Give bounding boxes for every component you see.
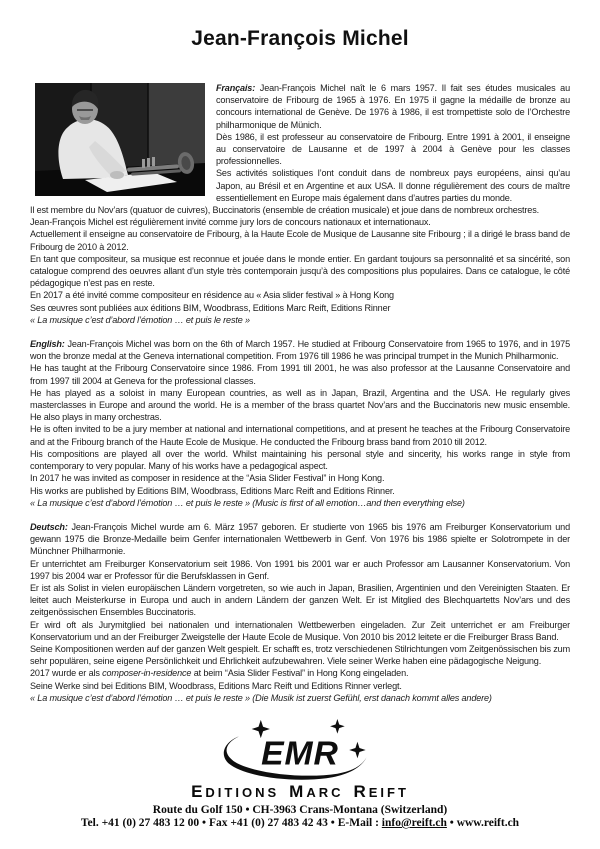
publisher-word: REIFT bbox=[353, 782, 409, 801]
bio-text: Seine Kompositionen werden auf der ganzen Welt gespielt. Er schafft es, trotz verschiedenen Stilrichtungen vom Zeitgenössischen bis zum sehr populären, seine eigene Persönlichkeit und Ehrlichkeit aufzubewahren. Viele seiner Werke haben eine pädagogische Neigung. bbox=[30, 643, 570, 667]
bio-text: En 2017 a été invité comme compositeur en résidence au « Asia slider festival » à Hong Kong bbox=[30, 290, 394, 301]
bio-text: En tant que compositeur, sa musique est reconnue et jouée dans le monde entier. En gardant toujours sa personnalité et sa sincérité, son catalogue comprend des oeuvres allant d’un style très contemporain jusqu’à des compositions plus populaires. Dans ce catalogue, le côté pédagogique n’est pas en reste. bbox=[30, 253, 570, 289]
bio-paragraph bbox=[30, 619, 570, 643]
bio-paragraph bbox=[30, 216, 570, 228]
bio-paragraph bbox=[30, 204, 570, 216]
emr-logo-icon bbox=[0, 719, 600, 781]
publisher-contact bbox=[0, 817, 600, 829]
bio-paragraph bbox=[30, 497, 570, 509]
bio-text: His compositions are played all over the world. Whilst maintaining his personal style and sincerity, his works range in style from contemporary to very popular. Many of his works have a pedagogical aspect. bbox=[30, 448, 570, 472]
bio-text: His works are published by Editions BIM, Woodbrass, Editions Marc Reift and Editions Rinner. bbox=[30, 485, 395, 496]
bio-paragraph bbox=[30, 423, 570, 447]
bio-text: Jean-François Michel was born on the 6th of March 1957. He studied at Fribourg Conservatoire from 1965 to 1976, and in 1975 won the bronze medal at the Geneva international competition. From 1976 till 1986 he was principal trumpet in the Munich Philharmonic. bbox=[30, 339, 570, 362]
bio-paragraph bbox=[30, 448, 570, 472]
bio-text: at beim “Asia Slider Festival” in Hong Kong eingeladen. bbox=[191, 668, 409, 679]
bio-section-german bbox=[30, 521, 570, 704]
bio-text: Dès 1986, il est professeur au conservatoire de Fribourg. Entre 1991 à 2001, il enseigne au conservatoire de Lausanne et de 1997 à 2004 à Genève pour les classes professionnelles. bbox=[216, 131, 570, 167]
bio-text: Ses activités solistiques l’ont conduit dans de nombreux pays européens, ainsi qu’au Japon, au Brésil et en Argentine et aux USA. Il donne régulièrement des cours de maître essentiellement en Europe mais également dans d’autres parties du monde. bbox=[216, 168, 570, 203]
bio-paragraph bbox=[30, 253, 570, 290]
bio-paragraph bbox=[30, 692, 570, 704]
language-label: English: bbox=[30, 339, 65, 350]
bio-paragraph bbox=[30, 362, 570, 386]
language-label: Français: bbox=[216, 83, 256, 93]
bio-text: He has taught at the Fribourg Conservatoire since 1986. From 1991 till 2001, he was also professor at the Lausanne Conservatoire and from 1997 till 2004 at Geneva for the professional classes. bbox=[30, 363, 570, 386]
contact-separator: • bbox=[446, 817, 457, 829]
bio-paragraph bbox=[30, 338, 570, 362]
bio-paragraph bbox=[30, 472, 570, 484]
bio-text: Jean-François Michel wurde am 6. März 1957 geboren. Er studierte von 1965 bis 1976 am Freiburger Konservatorium und gewann 1975 die Bronze-Medaille beim Genfer internationalen Wettbewerb in Genf. Von 1976 bis 1986 spielte er Solotrompete in der Münchner Philharmonie. bbox=[30, 521, 570, 557]
publisher-address: Route du Golf 150 • CH-3963 Crans-Montana (Switzerland) bbox=[152, 804, 448, 816]
bio-text: Jean-François Michel est régulièrement invité comme jury lors de concours nationaux et internationaux. bbox=[30, 217, 431, 228]
bio-paragraph bbox=[30, 558, 570, 582]
bio-text: composer-in-residence bbox=[102, 668, 192, 679]
language-label: Deutsch: bbox=[30, 521, 68, 532]
publisher-word: MARC bbox=[289, 782, 344, 801]
publisher-word: EDITIONS bbox=[191, 782, 280, 801]
bio-text: Actuellement il enseigne au conservatoire de Fribourg, à la Haute Ecole de Musique de Lausanne site Fribourg ; il a dirigé le brass band de Fribourg de 2010 à 2012. bbox=[30, 229, 570, 252]
bio-paragraph bbox=[30, 314, 570, 326]
biography bbox=[30, 82, 570, 704]
contact-phone-fax-text: Tel. +41 (0) 27 483 12 00 • Fax +41 (0) 27 483 42 43 • E-Mail : bbox=[80, 817, 382, 829]
bio-text: « La musique c’est d’abord l’émotion … et puis le reste » bbox=[30, 314, 250, 325]
bio-text: In 2017 he was invited as composer in residence at the “Asia Slider Festival” in Hong Kong. bbox=[30, 473, 385, 484]
bio-text: Er wird oft als Jurymitglied bei nationalen und internationalen Wettbewerben eingeladen. Zur Zeit unterrichet er am Freiburger Konservatorium und an der Freiburger Zweigstelle der Haute Ecole de Musique. Von 2010 bis 2012 leitete er die Freiburger Brass Band. bbox=[30, 619, 570, 642]
bio-paragraph bbox=[30, 643, 570, 667]
website-text: www.reift.ch bbox=[456, 817, 520, 829]
bio-text: « La musique c’est d’abord l’émotion … et puis le reste » (Music is first of all emotion…and then everything else) bbox=[30, 497, 465, 508]
bio-text: Er ist als Solist in vielen europäischen Ländern vorgetreten, so wie auch in Japan, Brasilien, Argentinien und den Vereinigten Staaten. Er leitet auch Meisterkurse in Europa und auch in andern Ländern der ganzen Welt. Er ist Mitglied des Blechquartetts Nov’ars und des zeitgenössischen Ensembles Buccinatoris. bbox=[30, 582, 570, 618]
bio-paragraph bbox=[30, 667, 570, 679]
bio-text: He has played as a soloist in many European countries, as well as in Japan, Brazil, Argentina and the USA. He regularly gives masterclasses in Europe and around the world. He is a member of the brass quartet Nov’ars and the Buccinatoris new music ensemble. He also plays in many orchestras. bbox=[30, 387, 570, 423]
bio-text: 2017 wurde er als bbox=[30, 668, 103, 679]
publisher-name bbox=[0, 782, 600, 802]
bio-text: Seine Werke sind bei Editions BIM, Woodbrass, Editions Marc Reift und Editions Rinner verlegt. bbox=[30, 680, 402, 691]
portrait-photo-graphic bbox=[35, 83, 205, 196]
bio-text: He is often invited to be a jury member at national and international competitions, and at present he teaches at the Fribourg Conservatoire and at the Fribourg branch of the Haute Ecole de Musique. He conducted the Fribourg brass band from 2010 till 2012. bbox=[30, 424, 570, 447]
bio-section-english bbox=[30, 338, 570, 509]
email-link[interactable]: info@reift.ch bbox=[381, 817, 447, 829]
bio-text: Er unterrichtet am Freiburger Konservatorium seit 1986. Von 1991 bis 2001 war er auch Professor am Lausanner Konservatorium. Von 1997 bis 2004 war er Professor für die Berufsklassen in Genf. bbox=[30, 558, 570, 581]
bio-paragraph bbox=[30, 387, 570, 424]
bio-paragraph bbox=[30, 302, 570, 314]
bio-paragraph bbox=[30, 485, 570, 497]
bio-paragraph bbox=[30, 289, 570, 301]
emr-logo-text: EMR bbox=[261, 734, 339, 773]
bio-paragraph bbox=[30, 680, 570, 692]
bio-text: Il est membre du Nov’ars (quatuor de cuivres), Buccinatoris (ensemble de création musicale) et joue dans de nombreux orchestres. bbox=[30, 205, 539, 216]
bio-paragraph bbox=[30, 521, 570, 558]
bio-text: « La musique c’est d’abord l’émotion … et puis le reste » (Die Musik ist zuerst Gefühl, erst danach kommt alles andere) bbox=[30, 692, 492, 703]
page-title: Jean-François Michel bbox=[191, 27, 409, 50]
publisher-footer bbox=[0, 719, 600, 829]
bio-text: Ses œuvres sont publiées aux éditions BIM, Woodbrass, Editions Marc Reift, Editions Rinner bbox=[30, 302, 391, 313]
portrait-photo bbox=[35, 83, 205, 196]
bio-text: Jean-François Michel naît le 6 mars 1957. Il fait ses études musicales au conservatoire de Fribourg de 1965 à 1976. En 1975 il gagne la médaille de bronze au concours international de Genève. De 1976 à 1986, il est trompettiste solo de l’Orchestre philharmonique de Münich. bbox=[216, 83, 570, 130]
bio-paragraph bbox=[30, 228, 570, 252]
bio-paragraph bbox=[30, 582, 570, 619]
